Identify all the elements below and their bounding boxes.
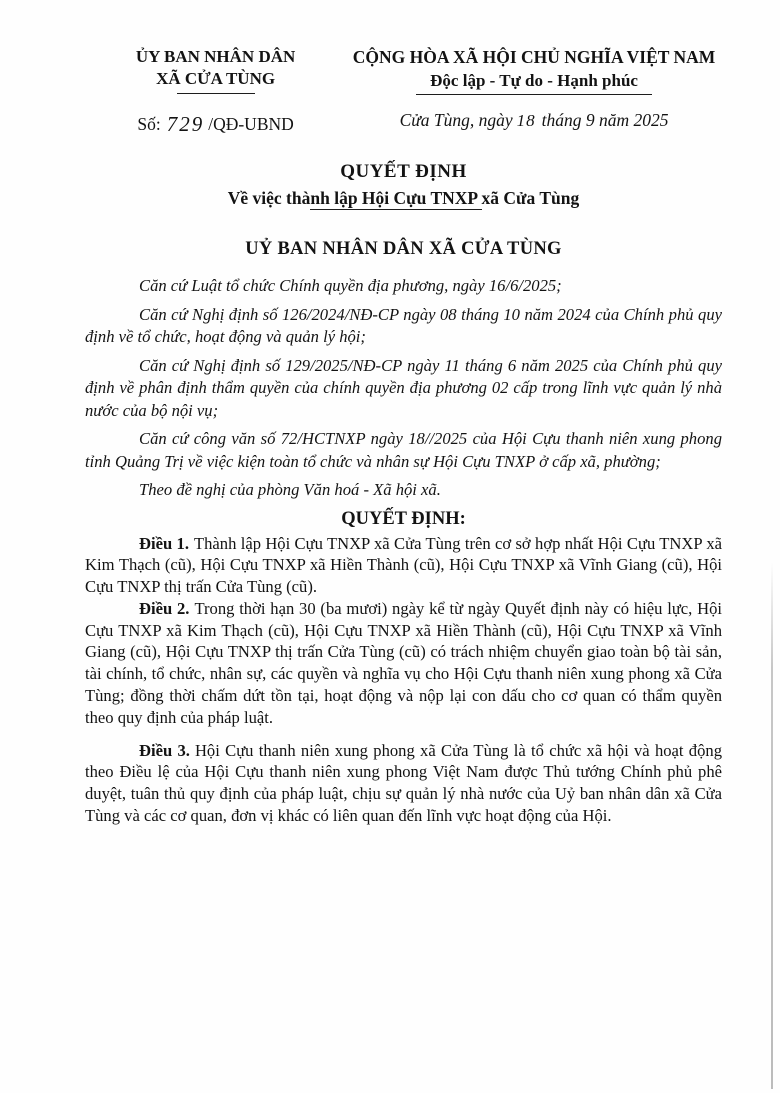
preamble-clause-5: Theo đề nghị của phòng Văn hoá - Xã hội xã.	[139, 480, 441, 499]
scan-edge-artifact	[771, 562, 773, 1089]
issuing-authority-block	[85, 46, 346, 136]
national-title: CỘNG HÒA XÃ HỘI CHỦ NGHĨA VIỆT NAM	[352, 47, 716, 67]
subtitle-underlined: nh lập Hội Cựu TNXP	[310, 188, 482, 208]
article-3-text: Hội Cựu thanh niên xung phong xã Cửa Tùng là tổ chức xã hội và hoạt động theo Điều lệ của Hội Cựu thanh niên xung phong Việt Nam được Thủ tướng Chính phủ phê duyệt, tuân thủ quy định của pháp luật, chịu sự quản lý nhà nước của Uỷ ban nhân dân xã Cửa Tùng và các cơ quan, đơn vị khác có liên quan đến lĩnh vực hoạt động của Hội.	[85, 740, 722, 826]
subtitle-post: xã Cửa Tùng	[481, 188, 580, 208]
preamble-section	[85, 275, 722, 502]
subtitle-pre: Về việc thà	[227, 188, 311, 208]
document-number-suffix: /QĐ-UBND	[208, 114, 294, 134]
article-1-text: Thành lập Hội Cựu TNXP xã Cửa Tùng trên cơ sở hợp nhất Hội Cựu TNXP xã Kim Thạch (cũ), Hội Cựu TNXP xã Hiền Thành (cũ), Hội Cựu TNXP xã Vĩnh Giang (cũ), Hội Cựu TNXP thị trấn Cửa Tùng (cũ).	[85, 533, 722, 597]
preamble-clause-4: Căn cứ công văn số 72/HCTNXP ngày 18//2025 của Hội Cựu thanh niên xung phong tỉnh Quảng Trị về việc kiện toàn tổ chức và nhân sự Hội Cựu TNXP ở cấp xã, phường;	[85, 429, 722, 471]
document-number-line	[85, 111, 346, 136]
document-title-block	[85, 160, 722, 211]
article-2-label: Điều 2.	[139, 598, 190, 618]
date-day-handwritten: 18	[516, 111, 536, 130]
authority-name-line2: XÃ CỬA TÙNG	[156, 69, 276, 88]
decision-heading: QUYẾT ĐỊNH:	[341, 508, 466, 529]
issuer-heading: UỶ BAN NHÂN DÂN XÃ CỬA TÙNG	[245, 239, 562, 259]
national-header-block	[346, 46, 722, 136]
date-suffix: tháng 9 năm 2025	[541, 110, 669, 130]
motto-underline	[416, 94, 652, 95]
document-header	[85, 46, 722, 136]
article-3	[85, 740, 722, 827]
document-number-handwritten: 729	[166, 112, 205, 136]
document-subtitle	[85, 185, 722, 211]
date-prefix: Cửa Tùng, ngày	[399, 110, 513, 130]
national-motto: Độc lập - Tự do - Hạnh phúc	[430, 71, 638, 90]
article-2	[85, 598, 722, 729]
preamble-clause-3: Căn cứ Nghị định số 129/2025/NĐ-CP ngày 11 tháng 6 năm 2025 của Chính phủ quy định về phân định thẩm quyền của chính quyền địa phương 02 cấp trong lĩnh vực quản lý nhà nước của bộ nội vụ;	[85, 355, 722, 420]
article-1	[85, 533, 722, 598]
document-number-label: Số:	[137, 114, 161, 134]
preamble-clause-2: Căn cứ Nghị định số 126/2024/NĐ-CP ngày 08 tháng 10 năm 2024 của Chính phủ quy định về tổ chức, hoạt động và quản lý hội;	[85, 304, 722, 346]
article-3-label: Điều 3.	[139, 740, 190, 760]
place-date-line	[346, 110, 722, 131]
authority-name-line1: ỦY BAN NHÂN DÂN	[135, 47, 296, 66]
authority-underline	[177, 93, 255, 94]
document-title: QUYẾT ĐỊNH	[340, 161, 467, 182]
article-2-text: Trong thời hạn 30 (ba mươi) ngày kể từ ngày Quyết định này có hiệu lực, Hội Cựu TNXP xã Kim Thạch (cũ), Hội Cựu TNXP xã Hiền Thành (cũ), Hội Cựu TNXP xã Vĩnh Giang (cũ), Hội Cựu TNXP thị trấn Cửa Tùng (cũ) có trách nhiệm chuyển giao toàn bộ tài sản, tài chính, tổ chức, nhân sự, các quyền và nghĩa vụ cho Hội Cựu thanh niên xung phong xã Cửa Tùng; đồng thời chấm dứt tồn tại, hoạt động và nộp lại con dấu cho cơ quan có thẩm quyền theo quy định của pháp luật.	[85, 598, 723, 727]
article-1-label: Điều 1.	[139, 533, 189, 553]
preamble-clause-1: Căn cứ Luật tổ chức Chính quyền địa phương, ngày 16/6/2025;	[139, 276, 562, 295]
